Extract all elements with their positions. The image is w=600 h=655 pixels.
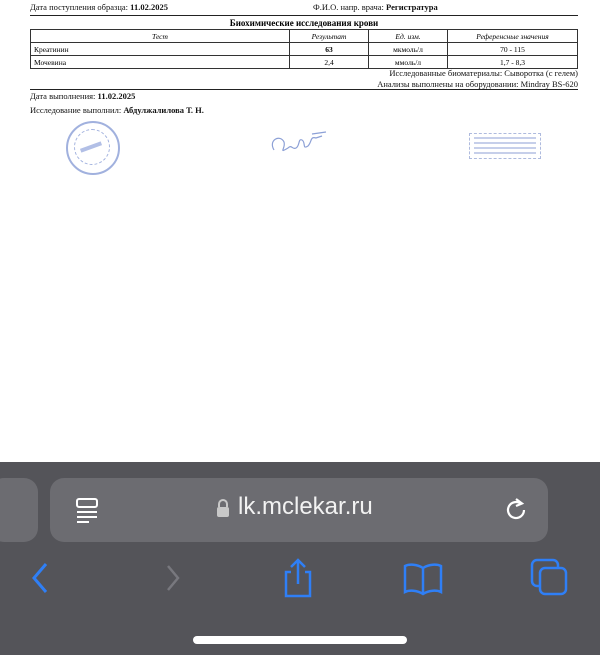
- col-unit: Ед. изм.: [369, 30, 448, 43]
- doctor-value: Регистратура: [385, 2, 438, 12]
- table-row: [31, 43, 578, 56]
- col-test: Тест: [31, 30, 290, 43]
- back-icon[interactable]: [22, 558, 62, 598]
- table-header-row: [31, 30, 578, 43]
- doctor-label: Ф.И.О. напр. врача:: [313, 2, 384, 12]
- forward-icon[interactable]: [152, 558, 192, 598]
- biomaterial-line: Исследованные биоматериалы: Сыворотка (с гелем): [389, 68, 578, 78]
- test-name: Мочевина: [31, 56, 290, 69]
- test-unit: ммоль/л: [369, 56, 448, 69]
- section-title: Биохимические исследования крови: [229, 18, 379, 28]
- completed-label: Дата выполнения:: [30, 91, 96, 101]
- previous-tab-card[interactable]: [0, 478, 38, 542]
- browser-toolbar: [0, 462, 600, 655]
- doctor-line: [313, 2, 438, 12]
- test-unit: мкмоль/л: [369, 43, 448, 56]
- tabs-icon[interactable]: [530, 558, 570, 598]
- home-indicator: [193, 636, 407, 644]
- test-name: Креатинин: [31, 43, 290, 56]
- performer-label: Исследование выполнил:: [30, 105, 122, 115]
- reload-icon[interactable]: [502, 496, 530, 524]
- round-seal-icon: [66, 121, 120, 175]
- test-result: 2,4: [290, 56, 369, 69]
- signature-icon: [266, 126, 332, 160]
- equipment-line: Анализы выполнены на оборудовании: Mindray BS-620: [377, 79, 578, 89]
- performer-name: Абдулжалилова Т. Н.: [123, 105, 204, 115]
- test-reference: 1,7 - 8,3: [448, 56, 578, 69]
- rect-stamp-icon: [469, 133, 541, 159]
- received-label: Дата поступления образца:: [30, 2, 129, 12]
- reader-icon[interactable]: [74, 497, 100, 523]
- divider: [30, 89, 578, 90]
- received-line: [30, 2, 168, 12]
- performer-line: [30, 105, 204, 115]
- bookmarks-icon[interactable]: [403, 558, 443, 598]
- divider: [30, 15, 578, 16]
- completed-line: [30, 91, 135, 101]
- col-reference: Референсные значения: [448, 30, 578, 43]
- results-table: [30, 29, 578, 69]
- lock-icon: [216, 499, 230, 517]
- url-text[interactable]: lk.mclekar.ru: [238, 493, 373, 520]
- test-result: 63: [290, 43, 369, 56]
- received-date: 11.02.2025: [130, 2, 168, 12]
- completed-date: 11.02.2025: [97, 91, 136, 101]
- table-row: [31, 56, 578, 69]
- test-reference: 70 - 115: [448, 43, 578, 56]
- col-result: Результат: [290, 30, 369, 43]
- share-icon[interactable]: [278, 558, 318, 598]
